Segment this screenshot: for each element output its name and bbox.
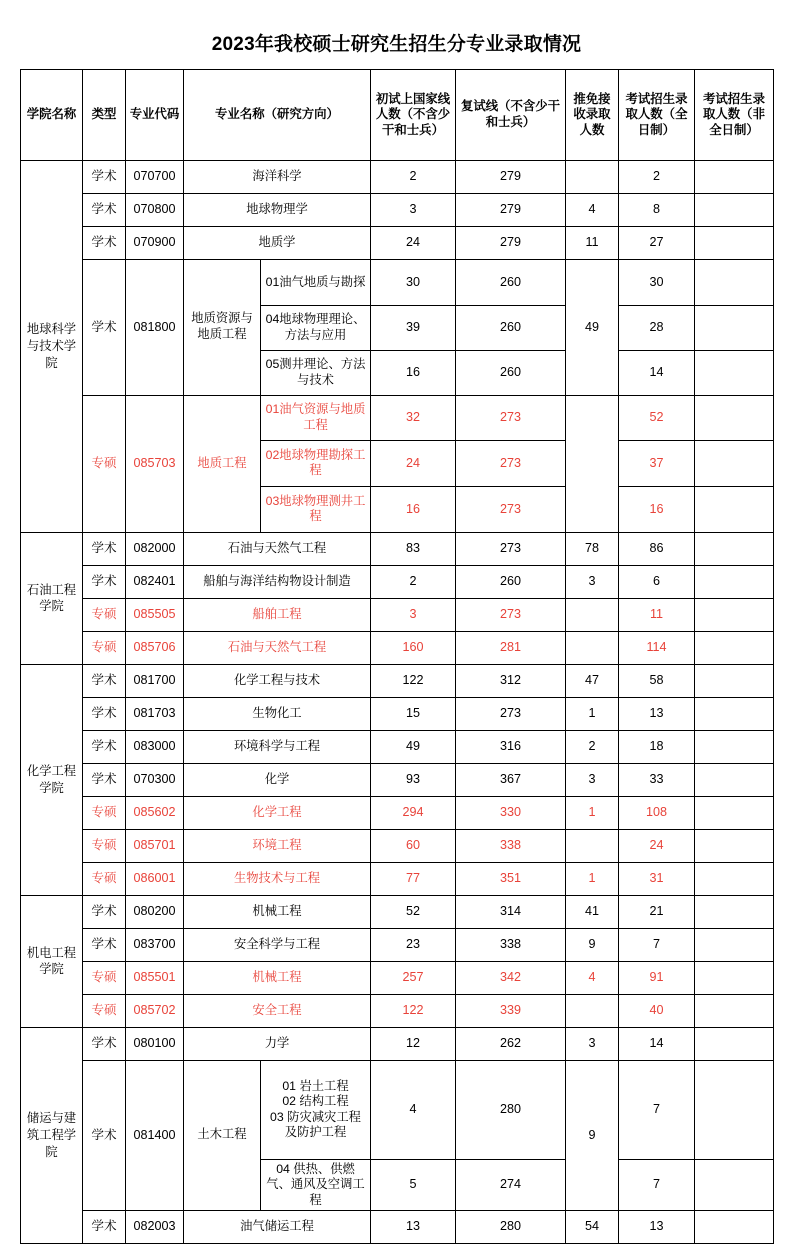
retest-line-cell: 339 [456,994,566,1027]
type-cell: 学术 [83,1210,126,1243]
research-direction-cell: 01 岩土工程 02 结构工程 03 防灾减灾工程及防护工程 [261,1060,371,1159]
table-row [21,160,774,193]
type-cell: 学术 [83,259,126,395]
exam-full-count-cell: 40 [619,994,695,1027]
header-retest-line: 复试线（不含少干和士兵） [456,69,566,160]
exam-full-count-cell: 18 [619,730,695,763]
exam-part-count-cell [695,862,774,895]
research-direction-cell: 04 供热、供燃气、通风及空调工程 [261,1159,371,1210]
retest-line-cell: 279 [456,193,566,226]
exam-part-count-cell [695,1060,774,1159]
exam-part-count-cell [695,259,774,305]
retest-line-cell: 351 [456,862,566,895]
major-name-cell: 船舶与海洋结构物设计制造 [184,565,371,598]
type-cell: 专硕 [83,598,126,631]
exam-part-count-cell [695,796,774,829]
table-row [21,730,774,763]
pass-line-count-cell: 2 [371,160,456,193]
retest-line-cell: 338 [456,829,566,862]
major-code-cell: 085706 [126,631,184,664]
header-type: 类型 [83,69,126,160]
header-exam-full: 考试招生录取人数（全日制） [619,69,695,160]
exam-full-count-cell: 7 [619,928,695,961]
exam-full-count-cell: 14 [619,1027,695,1060]
pass-line-count-cell: 93 [371,763,456,796]
exam-part-count-cell [695,994,774,1027]
pass-line-count-cell: 2 [371,565,456,598]
type-cell: 学术 [83,1027,126,1060]
pass-line-count-cell: 23 [371,928,456,961]
table-row [21,664,774,697]
retest-line-cell: 273 [456,440,566,486]
exam-part-count-cell [695,598,774,631]
exempt-count-cell: 78 [566,532,619,565]
retest-line-cell: 262 [456,1027,566,1060]
research-direction-cell: 01油气地质与勘探 [261,259,371,305]
pass-line-count-cell: 257 [371,961,456,994]
college-name-cell: 化学工程学院 [21,664,83,895]
pass-line-count-cell: 24 [371,226,456,259]
major-name-cell: 力学 [184,1027,371,1060]
exempt-count-cell: 4 [566,961,619,994]
pass-line-count-cell: 122 [371,664,456,697]
major-name-cell: 地质资源与地质工程 [184,259,261,395]
retest-line-cell: 314 [456,895,566,928]
major-code-cell: 070700 [126,160,184,193]
retest-line-cell: 273 [456,486,566,532]
major-code-cell: 080200 [126,895,184,928]
retest-line-cell: 260 [456,565,566,598]
type-cell: 专硕 [83,994,126,1027]
header-row [21,69,774,160]
retest-line-cell: 273 [456,395,566,440]
major-code-cell: 081703 [126,697,184,730]
table-row [21,1060,774,1159]
table-row [21,994,774,1027]
retest-line-cell: 316 [456,730,566,763]
major-code-cell: 070800 [126,193,184,226]
exempt-count-cell [566,631,619,664]
exempt-count-cell: 1 [566,697,619,730]
exam-full-count-cell: 52 [619,395,695,440]
exam-part-count-cell [695,1159,774,1210]
type-cell: 学术 [83,664,126,697]
exam-full-count-cell: 13 [619,697,695,730]
exam-part-count-cell [695,1027,774,1060]
pass-line-count-cell: 3 [371,598,456,631]
retest-line-cell: 260 [456,259,566,305]
retest-line-cell: 342 [456,961,566,994]
table-row [21,226,774,259]
type-cell: 专硕 [83,961,126,994]
pass-line-count-cell: 12 [371,1027,456,1060]
exam-full-count-cell: 7 [619,1159,695,1210]
major-code-cell: 085701 [126,829,184,862]
major-code-cell: 081700 [126,664,184,697]
pass-line-count-cell: 3 [371,193,456,226]
major-code-cell: 080100 [126,1027,184,1060]
major-code-cell: 085505 [126,598,184,631]
header-pass-line: 初试上国家线人数（不含少干和士兵） [371,69,456,160]
college-name-cell: 储运与建筑工程学院 [21,1027,83,1243]
table-row [21,1027,774,1060]
exempt-count-cell [566,994,619,1027]
table-row [21,961,774,994]
exam-part-count-cell [695,763,774,796]
exam-part-count-cell [695,226,774,259]
exam-full-count-cell: 21 [619,895,695,928]
major-name-cell: 油气储运工程 [184,1210,371,1243]
exempt-count-cell: 3 [566,763,619,796]
exempt-count-cell: 47 [566,664,619,697]
major-name-cell: 石油与天然气工程 [184,631,371,664]
major-code-cell: 070900 [126,226,184,259]
major-code-cell: 086001 [126,862,184,895]
pass-line-count-cell: 60 [371,829,456,862]
table-row [21,395,774,440]
exam-part-count-cell [695,193,774,226]
research-direction-cell: 05测井理论、方法与技术 [261,350,371,395]
table-body [21,160,774,1243]
exam-part-count-cell [695,440,774,486]
exam-full-count-cell: 91 [619,961,695,994]
exam-full-count-cell: 14 [619,350,695,395]
exempt-count-cell [566,160,619,193]
table-row [21,895,774,928]
major-code-cell: 082000 [126,532,184,565]
major-name-cell: 石油与天然气工程 [184,532,371,565]
exempt-count-cell: 1 [566,862,619,895]
exempt-count-cell: 49 [566,259,619,395]
major-name-cell: 环境工程 [184,829,371,862]
exam-part-count-cell [695,532,774,565]
retest-line-cell: 338 [456,928,566,961]
pass-line-count-cell: 32 [371,395,456,440]
exam-full-count-cell: 37 [619,440,695,486]
type-cell: 学术 [83,160,126,193]
retest-line-cell: 367 [456,763,566,796]
exam-full-count-cell: 31 [619,862,695,895]
header-exempt: 推免接收录取人数 [566,69,619,160]
exempt-count-cell: 3 [566,565,619,598]
retest-line-cell: 280 [456,1060,566,1159]
type-cell: 学术 [83,730,126,763]
major-code-cell: 082401 [126,565,184,598]
exam-full-count-cell: 108 [619,796,695,829]
pass-line-count-cell: 160 [371,631,456,664]
major-name-cell: 地质工程 [184,395,261,532]
major-name-cell: 安全科学与工程 [184,928,371,961]
exam-part-count-cell [695,1210,774,1243]
exempt-count-cell [566,598,619,631]
pass-line-count-cell: 294 [371,796,456,829]
exam-full-count-cell: 2 [619,160,695,193]
exam-full-count-cell: 11 [619,598,695,631]
major-code-cell: 085702 [126,994,184,1027]
table-row [21,532,774,565]
exam-part-count-cell [695,395,774,440]
major-code-cell: 081400 [126,1060,184,1210]
type-cell: 专硕 [83,631,126,664]
exam-full-count-cell: 30 [619,259,695,305]
major-name-cell: 地质学 [184,226,371,259]
exam-full-count-cell: 16 [619,486,695,532]
exam-full-count-cell: 24 [619,829,695,862]
exam-part-count-cell [695,305,774,350]
pass-line-count-cell: 52 [371,895,456,928]
exam-part-count-cell [695,486,774,532]
table-row [21,598,774,631]
pass-line-count-cell: 30 [371,259,456,305]
major-code-cell: 085501 [126,961,184,994]
retest-line-cell: 280 [456,1210,566,1243]
type-cell: 专硕 [83,796,126,829]
exam-part-count-cell [695,565,774,598]
major-name-cell: 海洋科学 [184,160,371,193]
header-code: 专业代码 [126,69,184,160]
exam-part-count-cell [695,928,774,961]
exam-full-count-cell: 27 [619,226,695,259]
major-code-cell: 082003 [126,1210,184,1243]
pass-line-count-cell: 15 [371,697,456,730]
table-row [21,697,774,730]
major-code-cell: 083700 [126,928,184,961]
exam-part-count-cell [695,730,774,763]
table-row [21,1210,774,1243]
type-cell: 学术 [83,226,126,259]
retest-line-cell: 279 [456,160,566,193]
exam-full-count-cell: 58 [619,664,695,697]
exempt-count-cell: 9 [566,1060,619,1210]
exempt-count-cell [566,829,619,862]
pass-line-count-cell: 4 [371,1060,456,1159]
exam-full-count-cell: 7 [619,1060,695,1159]
table-row [21,928,774,961]
exam-part-count-cell [695,664,774,697]
college-name-cell: 地球科学与技术学院 [21,160,83,532]
table-row [21,796,774,829]
pass-line-count-cell: 16 [371,350,456,395]
exempt-count-cell: 11 [566,226,619,259]
table-row [21,193,774,226]
header-college: 学院名称 [21,69,83,160]
exam-full-count-cell: 114 [619,631,695,664]
retest-line-cell: 279 [456,226,566,259]
pass-line-count-cell: 77 [371,862,456,895]
exam-part-count-cell [695,631,774,664]
pass-line-count-cell: 5 [371,1159,456,1210]
exam-part-count-cell [695,697,774,730]
type-cell: 学术 [83,1060,126,1210]
retest-line-cell: 274 [456,1159,566,1210]
research-direction-cell: 02地球物理勘探工程 [261,440,371,486]
exempt-count-cell: 54 [566,1210,619,1243]
retest-line-cell: 260 [456,305,566,350]
exempt-count-cell: 9 [566,928,619,961]
retest-line-cell: 273 [456,532,566,565]
exempt-count-cell [566,395,619,532]
college-name-cell: 石油工程学院 [21,532,83,664]
major-code-cell: 085602 [126,796,184,829]
major-name-cell: 化学 [184,763,371,796]
pass-line-count-cell: 122 [371,994,456,1027]
research-direction-cell: 03地球物理测井工程 [261,486,371,532]
pass-line-count-cell: 24 [371,440,456,486]
exam-part-count-cell [695,895,774,928]
table-row [21,829,774,862]
major-name-cell: 环境科学与工程 [184,730,371,763]
type-cell: 学术 [83,565,126,598]
exam-part-count-cell [695,829,774,862]
exam-part-count-cell [695,160,774,193]
major-name-cell: 生物技术与工程 [184,862,371,895]
major-name-cell: 生物化工 [184,697,371,730]
major-code-cell: 081800 [126,259,184,395]
table-row [21,565,774,598]
major-name-cell: 船舶工程 [184,598,371,631]
pass-line-count-cell: 49 [371,730,456,763]
major-name-cell: 地球物理学 [184,193,371,226]
major-code-cell: 070300 [126,763,184,796]
type-cell: 学术 [83,895,126,928]
exam-part-count-cell [695,961,774,994]
table-header [21,69,774,160]
pass-line-count-cell: 16 [371,486,456,532]
retest-line-cell: 273 [456,598,566,631]
type-cell: 学术 [83,532,126,565]
type-cell: 学术 [83,763,126,796]
table-row [21,631,774,664]
table-row [21,862,774,895]
type-cell: 学术 [83,928,126,961]
retest-line-cell: 281 [456,631,566,664]
header-major: 专业名称（研究方向） [184,69,371,160]
exempt-count-cell: 3 [566,1027,619,1060]
major-name-cell: 土木工程 [184,1060,261,1210]
exam-full-count-cell: 33 [619,763,695,796]
pass-line-count-cell: 39 [371,305,456,350]
type-cell: 专硕 [83,395,126,532]
research-direction-cell: 01油气资源与地质工程 [261,395,371,440]
exempt-count-cell: 4 [566,193,619,226]
exam-full-count-cell: 8 [619,193,695,226]
type-cell: 学术 [83,697,126,730]
page-title: 2023年我校硕士研究生招生分专业录取情况 [211,34,582,55]
college-name-cell: 机电工程学院 [21,895,83,1027]
exempt-count-cell: 2 [566,730,619,763]
research-direction-cell: 04地球物理理论、方法与应用 [261,305,371,350]
major-name-cell: 化学工程与技术 [184,664,371,697]
exempt-count-cell: 41 [566,895,619,928]
exam-full-count-cell: 86 [619,532,695,565]
pass-line-count-cell: 13 [371,1210,456,1243]
retest-line-cell: 273 [456,697,566,730]
exam-full-count-cell: 28 [619,305,695,350]
major-name-cell: 安全工程 [184,994,371,1027]
exam-full-count-cell: 6 [619,565,695,598]
retest-line-cell: 330 [456,796,566,829]
type-cell: 学术 [83,193,126,226]
pass-line-count-cell: 83 [371,532,456,565]
major-name-cell: 机械工程 [184,895,371,928]
major-code-cell: 085703 [126,395,184,532]
retest-line-cell: 260 [456,350,566,395]
type-cell: 专硕 [83,829,126,862]
table-row [21,259,774,305]
header-exam-part: 考试招生录取人数（非全日制） [695,69,774,160]
table-row [21,763,774,796]
major-name-cell: 机械工程 [184,961,371,994]
major-name-cell: 化学工程 [184,796,371,829]
type-cell: 专硕 [83,862,126,895]
exam-full-count-cell: 13 [619,1210,695,1243]
retest-line-cell: 312 [456,664,566,697]
admissions-table [20,69,774,1244]
exam-part-count-cell [695,350,774,395]
major-code-cell: 083000 [126,730,184,763]
exempt-count-cell: 1 [566,796,619,829]
